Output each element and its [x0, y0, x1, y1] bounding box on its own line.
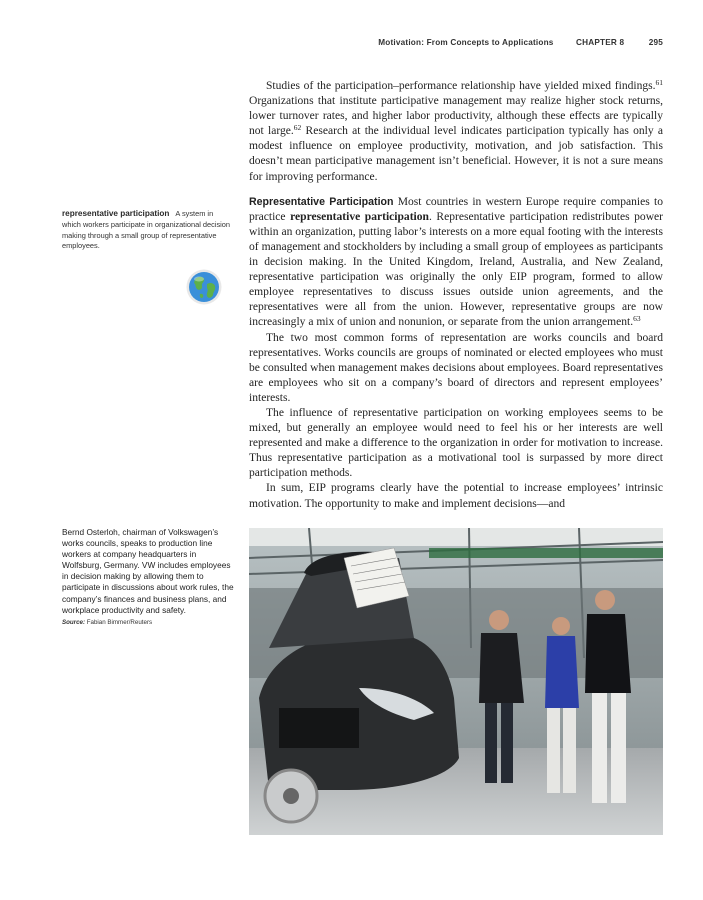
chapter-label: CHAPTER 8 — [576, 38, 625, 47]
paragraph-forms-of-representation: The two most common forms of representation are works councils and board representatives. Works councils are groups of nominated or elected employees who must be consulted when management makes decisions about employees. Board representatives are employees who sit on a company’s board of directors and represent employees’ interests. — [249, 331, 663, 404]
page-number: 295 — [648, 38, 663, 47]
caption-text: Bernd Osterloh, chairman of Volkswagen’s works councils, speaks to production line workers at company headquarters in Wolfsburg, Germany. VW includes employees in decision making by allowing them to participate in discussions about work rules, the company’s finances and business plans, and workplace productivity and safety. — [62, 527, 234, 615]
globe-icon — [186, 269, 222, 305]
body-text — [249, 79, 663, 512]
section-heading: Representative Participation — [249, 195, 394, 208]
endnote-ref: 63 — [633, 314, 641, 324]
margin-definition — [62, 209, 232, 252]
photo-caption — [62, 527, 234, 628]
endnote-ref: 61 — [655, 78, 663, 87]
running-header — [0, 38, 663, 47]
photo-credit: Source: Fabian Bimmer/Reuters — [62, 618, 153, 626]
paragraph-representative-participation: Representative Participation Most countries in western Europe require companies to practice representative participation. Representative participation redistributes power within an organization, putting labor’s interests on a more equal footing with the interests of management and stockholders by including a small group of employees as participants in decision making. In the United Kingdom, Ireland, Australia, and New Zealand, representative participation was originally the only EIP program, formed to allow employee representatives to discuss issues outside union agreements, and the representatives were all from the union. However, representative groups are now increasingly a mix of union and nonunion, or separate from the union arrangement.$^{63}$ — [249, 195, 664, 329]
paragraph-in-sum: In sum, EIP programs clearly have the potential to increase employees’ intrinsic motivation. The opportunity to make and implement decisions—and — [249, 482, 663, 510]
running-title: Motivation: From Concepts to Applications — [378, 38, 554, 47]
paragraph-participation-performance: Studies of the participation–performance relationship have yielded mixed findings.$^{61}$ Organizations that institute participative management may realize higher stock returns, lower turnover rates, and higher labor productivity, although these effects are typically not large.$^{62}$ Research at the individual level indicates participation typically has only a modest influence on employee productivity, motivation, and job satisfaction. This doesn’t mean participative management isn’t beneficial. However, it is not a sure means for improving performance. — [249, 78, 663, 183]
definition-text: A system in which workers participate in organizational decision making through a small group of representative employees. — [62, 209, 231, 251]
definition-term: representative participation — [62, 209, 170, 218]
paragraph-influence: The influence of representative participation on working employees seems to be mixed, but generally an employee would need to feel his or her interests are well represented and make a difference to the organization in order for motivation to increase. Thus representative participation as a motivational tool is surpassed by more direct participation methods. — [249, 406, 663, 480]
endnote-ref: 62 — [293, 123, 302, 133]
key-term: representative participation — [290, 210, 429, 223]
factory-photo — [249, 528, 663, 835]
